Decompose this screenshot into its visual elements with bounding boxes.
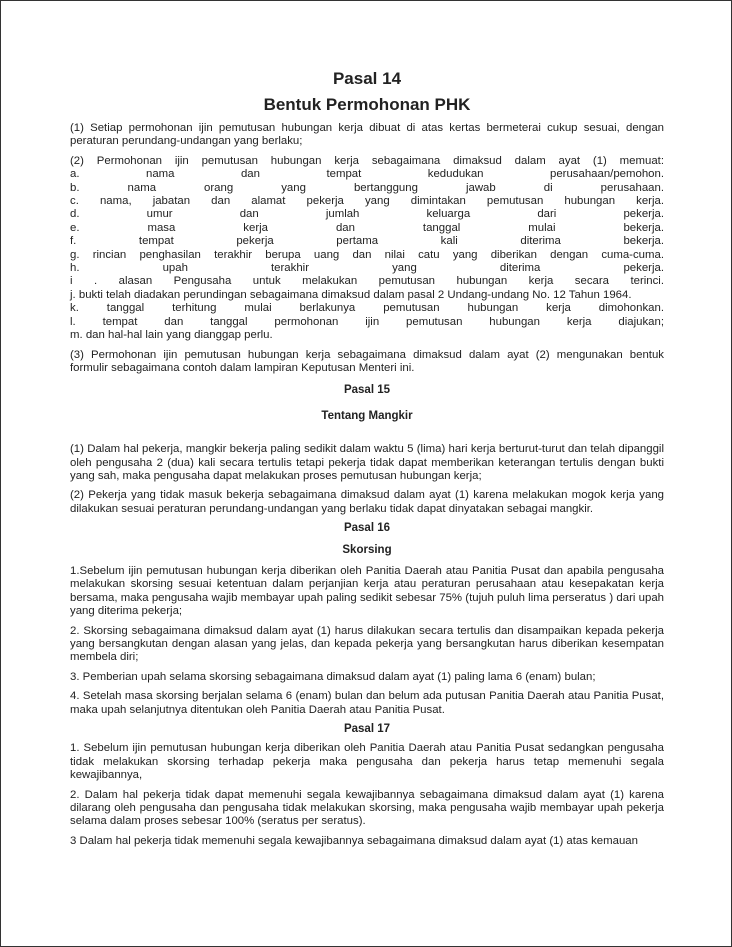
pasal-15-title: Pasal 15 [343, 384, 391, 397]
list-item: e. masa kerja dan tanggal mulai bekerja. [70, 221, 664, 234]
pasal-14-title: Pasal 14 [332, 69, 402, 88]
pasal-17-title: Pasal 17 [343, 723, 391, 736]
list-item: h. upah terakhir yang diterima pekerja. [70, 262, 664, 275]
pasal-14-subtitle: Bentuk Permohonan PHK [263, 95, 471, 114]
pasal-14-p3-line2: formulir sebagaimana contoh dalam lampiran Keputusan Menteri ini. [70, 361, 415, 374]
document-body [70, 69, 664, 848]
list-item: m. dan hal-hal lain yang dianggap perlu. [70, 329, 273, 342]
pasal-14-item-list [70, 168, 664, 342]
pasal-14-p3-line1: (3) Permohonan ijin pemutusan hubungan kerja sebagaimana dimaksud dalam ayat (2) mengunakan bentuk [70, 348, 664, 361]
list-item: i . alasan Pengusaha untuk melakukan pemutusan hubungan kerja secara terinci. [70, 275, 664, 288]
pasal-17-p1: 1. Sebelum ijin pemutusan hubungan kerja diberikan oleh Panitia Daerah atau Panitia Pusat sedangkan pengusaha tidak melakukan skorsing terhadap pekerja maka pengusaha dan pekerja harus tetap memenuhi segala kewajibannya, [70, 742, 664, 782]
list-item: l. tempat dan tanggal permohonan ijin pemutusan hubungan kerja diajukan; [70, 315, 664, 328]
pasal-15-subtitle: Tentang Mangkir [321, 409, 413, 422]
pasal-16-subtitle: Skorsing [342, 543, 392, 556]
list-item: c. nama, jabatan dan alamat pekerja yang dimintakan pemutusan hubungan kerja. [70, 195, 664, 208]
pasal-17-p2: 2. Dalam hal pekerja tidak dapat memenuhi segala kewajibannya sebagaimana dimaksud dalam ayat (1) karena dilarang oleh pengusaha dan pengusaha tidak melakukan skorsing, maka pengusaha wajib membayar upah pekerja selama dalam proses sebesar 100% (seratus per seratus). [70, 788, 664, 828]
pasal-16-title: Pasal 16 [343, 522, 391, 535]
list-item: g. rincian penghasilan terakhir berupa uang dan nilai catu yang diberikan dengan cuma-cuma. [70, 248, 664, 261]
pasal-14-p1-line1: (1) Setiap permohonan ijin pemutusan hubungan kerja dibuat di atas kertas bermeterai cukup sesuai, dengan [70, 122, 664, 134]
list-item: f. tempat pekerja pertama kali diterima bekerja. [70, 235, 664, 248]
pasal-16-p4: 4. Setelah masa skorsing berjalan selama 6 (enam) bulan dan belum ada putusan Panitia Daerah atau Panitia Pusat, maka upah selanjutnya ditentukan oleh Panitia Daerah atau Panitia Pusat. [70, 690, 664, 716]
pasal-14-p2-intro: (2) Permohonan ijin pemutusan hubungan kerja sebagaimana dimaksud dalam ayat (1) memuat: [70, 154, 664, 167]
list-item: j. bukti telah diadakan perundingan sebagaimana dimaksud dalam pasal 2 Undang-undang No. 12 Tahun 1964. [70, 288, 632, 301]
pasal-16-p2: 2. Skorsing sebagaimana dimaksud dalam ayat (1) harus dilakukan secara tertulis dan disampaikan kepada pekerja yang bersangkutan dengan alasan yang jelas, dan kepada pekerja yang bersangkutan harus diberikan kesempatan membela diri; [70, 624, 664, 664]
list-item: a. nama dan tempat kedudukan perusahaan/pemohon. [70, 168, 664, 181]
pasal-16-p3: 3. Pemberian upah selama skorsing sebagaimana dimaksud dalam ayat (1) paling lama 6 (enam) bulan; [70, 670, 596, 683]
list-item: d. umur dan jumlah keluarga dari pekerja. [70, 208, 664, 221]
pasal-15-p2: (2) Pekerja yang tidak masuk bekerja sebagaimana dimaksud dalam ayat (1) karena melakukan mogok kerja yang dilakukan sesuai peraturan perundang-undangan yang berlaku tidak dapat dinyatakan sebagai mangkir. [70, 489, 664, 515]
list-item: b. nama orang yang bertanggung jawab di perusahaan. [70, 181, 664, 194]
pasal-16-p1: 1.Sebelum ijin pemutusan hubungan kerja diberikan oleh Panitia Daerah atau Panitia Pusat dan apabila pengusaha melakukan skorsing sesuai ketentuan dalam perjanjian kerja atau peraturan perusahaan atau kesepakatan kerja bersama, maka pengusaha wajib membayar upah paling sedikit sebesar 75% (tujuh puluh lima perseratus ) dari upah yang diterima pekerja; [70, 564, 664, 618]
pasal-17-p3: 3 Dalam hal pekerja tidak memenuhi segala kewajibannya sebagaimana dimaksud dalam ayat (1) atas kemauan [70, 834, 638, 847]
pasal-15-p1: (1) Dalam hal pekerja, mangkir bekerja paling sedikit dalam waktu 5 (lima) hari kerja berturut-turut dan telah dipanggil oleh pengusaha 2 (dua) kali secara tertulis tetapi pekerja tidak dapat memberikan keterangan tertulis dengan bukti yang sah, maka pengusaha dapat melakukan proses pemutusan hubungan kerja; [70, 443, 664, 482]
list-item: k. tanggal terhitung mulai berlakunya pemutusan hubungan kerja dimohonkan. [70, 302, 664, 315]
pasal-14-p1-line2: peraturan perundang-undangan yang berlaku; [70, 135, 303, 148]
